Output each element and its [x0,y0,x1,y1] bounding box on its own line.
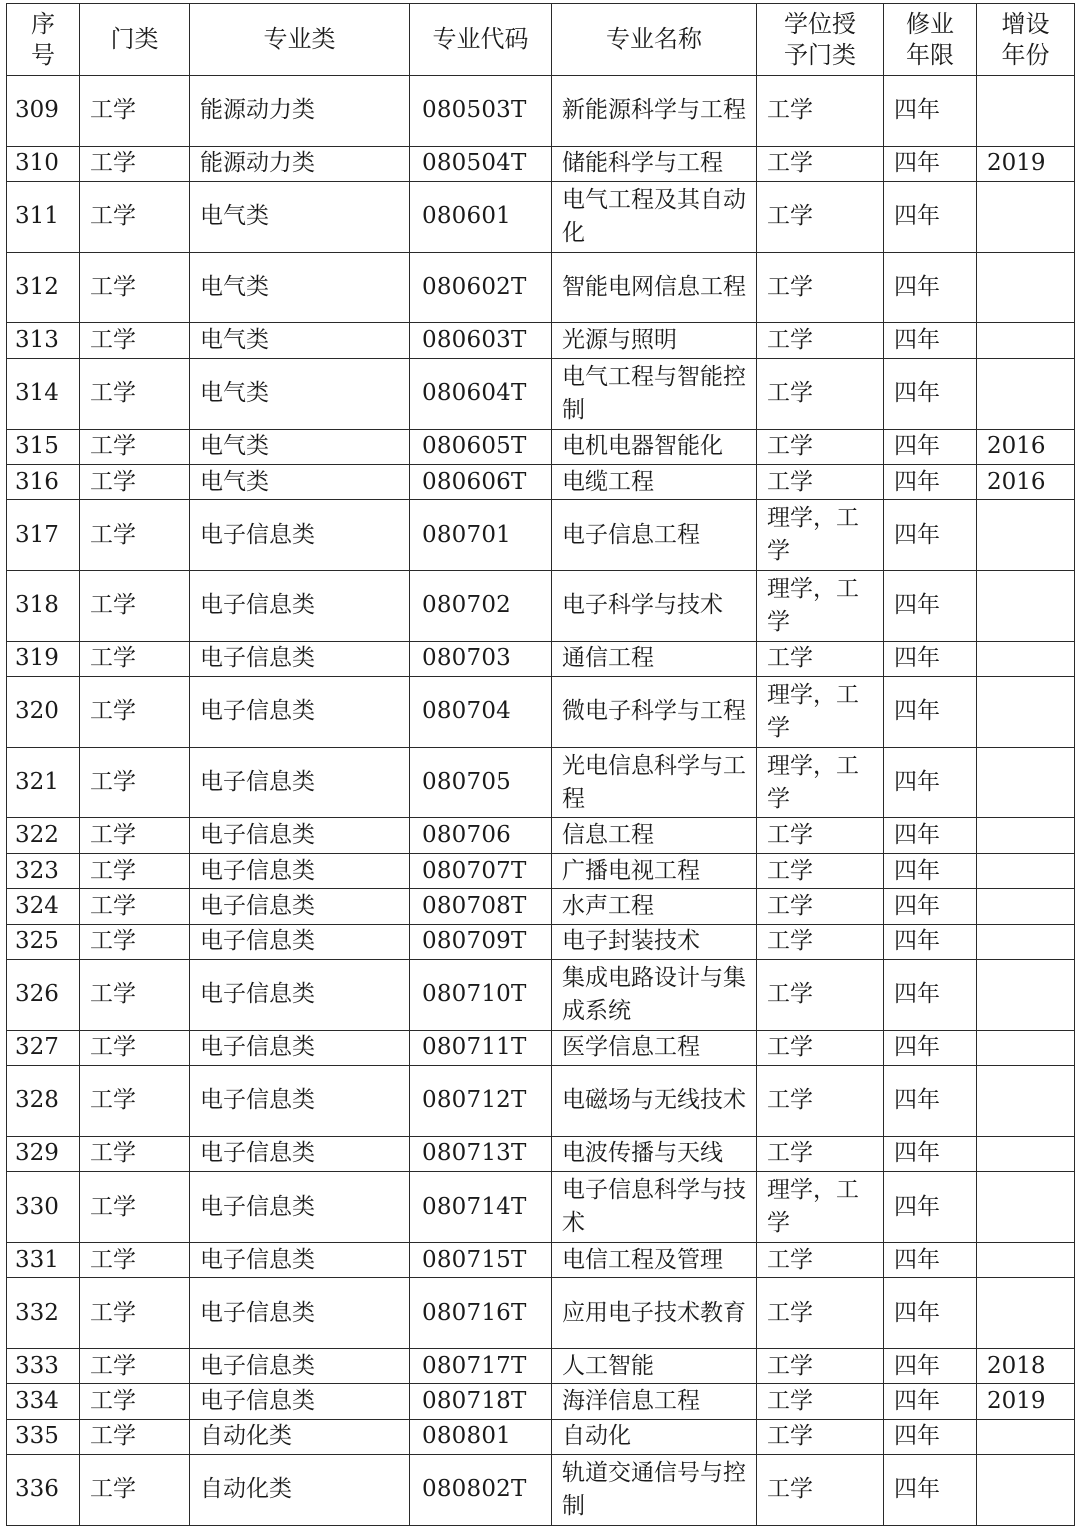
cell-added [977,323,1075,358]
table-row [7,252,1075,323]
cell-added [977,1136,1075,1171]
cell-degree: 工学 [757,1242,884,1277]
cell-degree: 工学 [757,818,884,853]
cell-name: 海洋信息工程 [552,1384,757,1419]
cell-added [977,818,1075,853]
cell-code: 080707T [410,853,552,888]
cell-category: 工学 [80,1136,190,1171]
cell-name: 电机电器智能化 [552,429,757,464]
cell-code: 080714T [410,1172,552,1243]
cell-major-class: 电气类 [190,464,410,499]
cell-category: 工学 [80,464,190,499]
cell-category: 工学 [80,1455,190,1526]
cell-category: 工学 [80,1030,190,1065]
cell-degree: 工学 [757,323,884,358]
cell-name: 电子科学与技术 [552,571,757,642]
cell-no: 332 [7,1278,80,1349]
cell-years: 四年 [884,1030,977,1065]
table-row [7,1066,1075,1137]
cell-added [977,571,1075,642]
cell-degree: 理学，工学 [757,500,884,571]
cell-code: 080603T [410,323,552,358]
cell-major-class: 电子信息类 [190,1030,410,1065]
cell-years: 四年 [884,1419,977,1454]
cell-no: 325 [7,924,80,959]
table-row [7,677,1075,748]
table-row [7,641,1075,676]
table-row [7,1455,1075,1526]
cell-added [977,500,1075,571]
cell-code: 080602T [410,252,552,323]
cell-no: 316 [7,464,80,499]
cell-code: 080701 [410,500,552,571]
cell-degree: 工学 [757,889,884,924]
cell-added [977,677,1075,748]
header-added: 增设 年份 [977,4,1075,76]
cell-name: 电磁场与无线技术 [552,1066,757,1137]
cell-no: 317 [7,500,80,571]
header-name: 专业名称 [552,4,757,76]
cell-category: 工学 [80,1384,190,1419]
cell-major-class: 电子信息类 [190,960,410,1031]
cell-years: 四年 [884,146,977,181]
cell-degree: 工学 [757,1419,884,1454]
table-row [7,1384,1075,1419]
cell-no: 336 [7,1455,80,1526]
cell-added [977,252,1075,323]
cell-added [977,853,1075,888]
cell-no: 315 [7,429,80,464]
cell-years: 四年 [884,853,977,888]
cell-degree: 工学 [757,76,884,147]
cell-category: 工学 [80,571,190,642]
cell-years: 四年 [884,1455,977,1526]
table-row [7,1172,1075,1243]
cell-code: 080702 [410,571,552,642]
cell-major-class: 电子信息类 [190,889,410,924]
cell-years: 四年 [884,924,977,959]
header-category: 门类 [80,4,190,76]
cell-major-class: 电子信息类 [190,747,410,818]
cell-name: 光源与照明 [552,323,757,358]
cell-category: 工学 [80,500,190,571]
cell-years: 四年 [884,1066,977,1137]
cell-added [977,182,1075,253]
table-row [7,960,1075,1031]
cell-no: 319 [7,641,80,676]
table-row [7,571,1075,642]
cell-code: 080710T [410,960,552,1031]
cell-degree: 工学 [757,924,884,959]
cell-degree: 工学 [757,464,884,499]
cell-no: 327 [7,1030,80,1065]
cell-name: 光电信息科学与工程 [552,747,757,818]
cell-no: 311 [7,182,80,253]
cell-no: 309 [7,76,80,147]
header-no: 序 号 [7,4,80,76]
cell-added [977,641,1075,676]
cell-category: 工学 [80,960,190,1031]
cell-major-class: 电子信息类 [190,1348,410,1383]
cell-no: 326 [7,960,80,1031]
cell-no: 314 [7,358,80,429]
cell-years: 四年 [884,641,977,676]
cell-degree: 工学 [757,641,884,676]
cell-degree: 工学 [757,1030,884,1065]
cell-name: 通信工程 [552,641,757,676]
cell-no: 330 [7,1172,80,1243]
cell-added [977,747,1075,818]
table-row [7,1242,1075,1277]
cell-category: 工学 [80,641,190,676]
cell-category: 工学 [80,924,190,959]
cell-name: 电子信息科学与技术 [552,1172,757,1243]
table-row [7,464,1075,499]
cell-name: 自动化 [552,1419,757,1454]
cell-years: 四年 [884,500,977,571]
cell-added [977,1419,1075,1454]
cell-no: 318 [7,571,80,642]
cell-name: 医学信息工程 [552,1030,757,1065]
cell-no: 323 [7,853,80,888]
table-row [7,853,1075,888]
cell-name: 新能源科学与工程 [552,76,757,147]
cell-name: 微电子科学与工程 [552,677,757,748]
cell-major-class: 电子信息类 [190,1172,410,1243]
cell-category: 工学 [80,1419,190,1454]
cell-code: 080716T [410,1278,552,1349]
majors-table [6,3,1075,1526]
cell-code: 080711T [410,1030,552,1065]
cell-code: 080709T [410,924,552,959]
table-row [7,429,1075,464]
header-major-class: 专业类 [190,4,410,76]
cell-category: 工学 [80,146,190,181]
cell-code: 080713T [410,1136,552,1171]
cell-major-class: 电子信息类 [190,641,410,676]
cell-category: 工学 [80,1066,190,1137]
cell-category: 工学 [80,1348,190,1383]
cell-added: 2019 [977,146,1075,181]
cell-name: 储能科学与工程 [552,146,757,181]
table-row [7,146,1075,181]
cell-name: 水声工程 [552,889,757,924]
cell-category: 工学 [80,853,190,888]
cell-no: 310 [7,146,80,181]
cell-major-class: 电气类 [190,323,410,358]
cell-major-class: 能源动力类 [190,146,410,181]
cell-degree: 工学 [757,146,884,181]
cell-name: 电子封装技术 [552,924,757,959]
cell-code: 080605T [410,429,552,464]
cell-added [977,1278,1075,1349]
table-row [7,1419,1075,1454]
cell-no: 320 [7,677,80,748]
table-row [7,1348,1075,1383]
cell-code: 080802T [410,1455,552,1526]
cell-years: 四年 [884,960,977,1031]
cell-major-class: 电气类 [190,182,410,253]
cell-degree: 工学 [757,358,884,429]
cell-no: 313 [7,323,80,358]
cell-added [977,1455,1075,1526]
table-row [7,323,1075,358]
cell-category: 工学 [80,358,190,429]
cell-major-class: 电子信息类 [190,1278,410,1349]
cell-category: 工学 [80,182,190,253]
cell-years: 四年 [884,464,977,499]
cell-major-class: 自动化类 [190,1419,410,1454]
cell-major-class: 电子信息类 [190,1066,410,1137]
cell-years: 四年 [884,323,977,358]
cell-added [977,1242,1075,1277]
cell-major-class: 电子信息类 [190,1384,410,1419]
cell-years: 四年 [884,358,977,429]
cell-no: 324 [7,889,80,924]
cell-major-class: 电气类 [190,358,410,429]
cell-added [977,76,1075,147]
table-row [7,924,1075,959]
cell-code: 080601 [410,182,552,253]
cell-no: 333 [7,1348,80,1383]
table-row [7,747,1075,818]
cell-added [977,1172,1075,1243]
cell-degree: 工学 [757,429,884,464]
cell-major-class: 电子信息类 [190,924,410,959]
cell-degree: 工学 [757,1384,884,1419]
cell-name: 应用电子技术教育 [552,1278,757,1349]
cell-degree: 工学 [757,1136,884,1171]
cell-name: 智能电网信息工程 [552,252,757,323]
cell-major-class: 电子信息类 [190,677,410,748]
cell-code: 080706 [410,818,552,853]
cell-no: 334 [7,1384,80,1419]
table-row [7,889,1075,924]
cell-name: 轨道交通信号与控制 [552,1455,757,1526]
cell-years: 四年 [884,1242,977,1277]
cell-years: 四年 [884,818,977,853]
cell-name: 信息工程 [552,818,757,853]
cell-category: 工学 [80,323,190,358]
cell-added [977,960,1075,1031]
cell-code: 080718T [410,1384,552,1419]
cell-no: 312 [7,252,80,323]
cell-added [977,1030,1075,1065]
cell-no: 331 [7,1242,80,1277]
cell-added: 2016 [977,429,1075,464]
cell-major-class: 电子信息类 [190,818,410,853]
header-degree: 学位授 予门类 [757,4,884,76]
cell-major-class: 电气类 [190,252,410,323]
cell-no: 328 [7,1066,80,1137]
cell-years: 四年 [884,1278,977,1349]
table-row [7,182,1075,253]
table-row [7,1278,1075,1349]
cell-major-class: 电子信息类 [190,500,410,571]
cell-major-class: 电子信息类 [190,1136,410,1171]
table-row [7,500,1075,571]
cell-code: 080606T [410,464,552,499]
cell-added: 2019 [977,1384,1075,1419]
cell-major-class: 能源动力类 [190,76,410,147]
cell-name: 人工智能 [552,1348,757,1383]
cell-major-class: 电子信息类 [190,853,410,888]
cell-name: 电子信息工程 [552,500,757,571]
header-years: 修业 年限 [884,4,977,76]
cell-years: 四年 [884,1172,977,1243]
cell-years: 四年 [884,182,977,253]
cell-major-class: 电子信息类 [190,571,410,642]
cell-degree: 理学，工学 [757,677,884,748]
cell-added [977,889,1075,924]
cell-degree: 工学 [757,1348,884,1383]
cell-years: 四年 [884,429,977,464]
cell-years: 四年 [884,252,977,323]
cell-years: 四年 [884,747,977,818]
cell-no: 329 [7,1136,80,1171]
cell-code: 080708T [410,889,552,924]
cell-no: 335 [7,1419,80,1454]
cell-code: 080712T [410,1066,552,1137]
cell-name: 电缆工程 [552,464,757,499]
header-code: 专业代码 [410,4,552,76]
cell-category: 工学 [80,429,190,464]
cell-category: 工学 [80,1172,190,1243]
cell-added [977,924,1075,959]
majors-table-page [6,3,1074,1533]
cell-no: 322 [7,818,80,853]
cell-category: 工学 [80,252,190,323]
cell-name: 电气工程及其自动化 [552,182,757,253]
cell-degree: 工学 [757,182,884,253]
cell-added [977,358,1075,429]
cell-years: 四年 [884,1136,977,1171]
cell-added [977,1066,1075,1137]
cell-code: 080704 [410,677,552,748]
cell-code: 080703 [410,641,552,676]
cell-degree: 工学 [757,252,884,323]
cell-name: 集成电路设计与集成系统 [552,960,757,1031]
table-row [7,1136,1075,1171]
cell-code: 080801 [410,1419,552,1454]
cell-category: 工学 [80,889,190,924]
cell-category: 工学 [80,677,190,748]
cell-degree: 工学 [757,1455,884,1526]
header-row [7,4,1075,76]
cell-years: 四年 [884,677,977,748]
cell-no: 321 [7,747,80,818]
cell-code: 080717T [410,1348,552,1383]
cell-code: 080705 [410,747,552,818]
cell-name: 电波传播与天线 [552,1136,757,1171]
cell-category: 工学 [80,76,190,147]
cell-name: 电气工程与智能控制 [552,358,757,429]
table-row [7,1030,1075,1065]
cell-years: 四年 [884,76,977,147]
cell-category: 工学 [80,1242,190,1277]
cell-degree: 理学，工学 [757,571,884,642]
cell-years: 四年 [884,889,977,924]
cell-degree: 理学，工学 [757,1172,884,1243]
table-row [7,358,1075,429]
cell-degree: 工学 [757,853,884,888]
table-row [7,76,1075,147]
cell-category: 工学 [80,818,190,853]
table-body [7,76,1075,1526]
cell-degree: 工学 [757,960,884,1031]
cell-years: 四年 [884,1348,977,1383]
cell-category: 工学 [80,1278,190,1349]
cell-years: 四年 [884,1384,977,1419]
cell-code: 080503T [410,76,552,147]
cell-added: 2016 [977,464,1075,499]
table-row [7,818,1075,853]
cell-major-class: 自动化类 [190,1455,410,1526]
cell-added: 2018 [977,1348,1075,1383]
cell-degree: 工学 [757,1066,884,1137]
cell-name: 电信工程及管理 [552,1242,757,1277]
cell-degree: 工学 [757,1278,884,1349]
cell-years: 四年 [884,571,977,642]
cell-degree: 理学，工学 [757,747,884,818]
cell-code: 080715T [410,1242,552,1277]
cell-code: 080504T [410,146,552,181]
cell-name: 广播电视工程 [552,853,757,888]
cell-category: 工学 [80,747,190,818]
cell-major-class: 电子信息类 [190,1242,410,1277]
cell-code: 080604T [410,358,552,429]
cell-major-class: 电气类 [190,429,410,464]
